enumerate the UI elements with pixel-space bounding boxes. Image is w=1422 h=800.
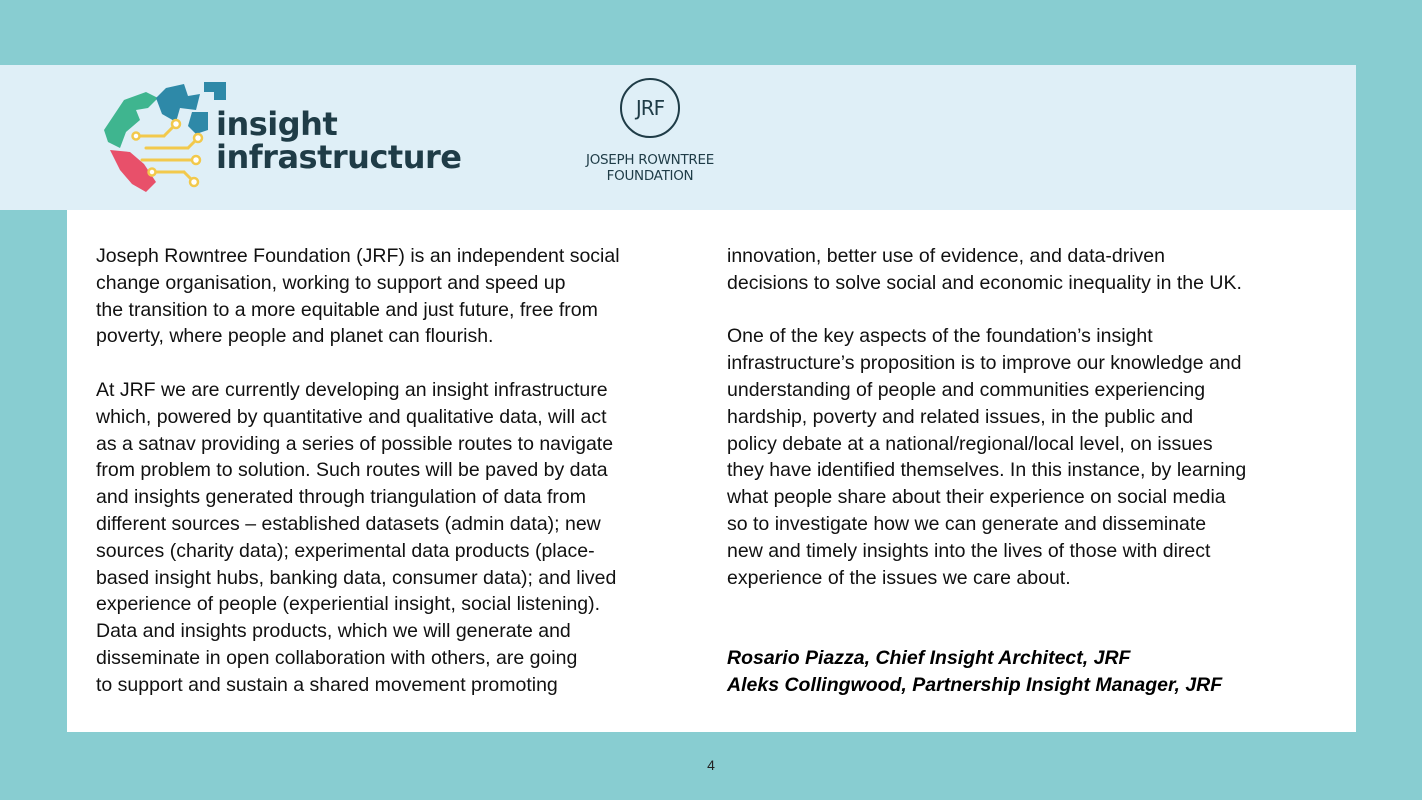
text-line: different sources – established datasets (admin data); new: [96, 512, 601, 535]
text-line: understanding of people and communities experiencing: [727, 378, 1206, 401]
left-paragraph-1: [96, 243, 701, 350]
text-line: and insights generated through triangulation of data from: [96, 486, 586, 509]
left-text-column: [96, 243, 701, 699]
text-line: experience of the issues we care about.: [727, 566, 1071, 589]
text-line: as a satnav providing a series of possible routes to navigate: [96, 432, 614, 455]
text-line: poverty, where people and planet can flourish.: [96, 325, 494, 348]
insight-infrastructure-wordmark: [216, 105, 462, 176]
text-line: so to investigate how we can generate and disseminate: [727, 512, 1207, 535]
text-line: what people share about their experience on social media: [727, 486, 1226, 509]
text-line: policy debate at a national/regional/local level, on issues: [727, 432, 1213, 455]
text-line: based insight hubs, banking data, consumer data); and lived: [96, 566, 617, 589]
right-text-column: [727, 243, 1332, 699]
jrf-name-line1: JOSEPH ROWNTREE: [586, 152, 714, 168]
text-line: change organisation, working to support and speed up: [96, 271, 566, 294]
text-line: they have identified themselves. In this instance, by learning: [727, 459, 1247, 482]
text-line: innovation, better use of evidence, and data-driven: [727, 245, 1165, 267]
text-line: decisions to solve social and economic inequality in the UK.: [727, 271, 1242, 294]
text-line: from problem to solution. Such routes will be paved by data: [96, 459, 608, 482]
text-line: hardship, poverty and related issues, in the public and: [727, 405, 1194, 428]
author-credits: [727, 645, 1332, 699]
text-line: experience of people (experiential insight, social listening).: [96, 593, 601, 616]
text-line: sources (charity data); experimental data products (place-: [96, 539, 595, 562]
text-line: infrastructure’s proposition is to improve our knowledge and: [727, 352, 1242, 375]
right-paragraph-1: [727, 243, 1332, 297]
right-paragraph-2: [727, 323, 1332, 591]
page-number: 4: [707, 757, 715, 773]
jrf-name-line2: FOUNDATION: [606, 168, 694, 184]
jrf-circle-mark: JRF: [620, 78, 680, 138]
text-line: the transition to a more equitable and just future, free from: [96, 298, 598, 321]
jrf-foundation-name: [555, 152, 745, 184]
logo-text-infrastructure: infrastructure: [216, 138, 462, 176]
author-aleks-collingwood: Aleks Collingwood, Partnership Insight Manager, JRF: [727, 673, 1223, 696]
left-paragraph-2: [96, 377, 701, 699]
text-line: At JRF we are currently developing an insight infrastructure: [96, 378, 608, 401]
logo-text-insight: insight: [216, 105, 338, 143]
text-line: One of the key aspects of the foundation’s insight: [727, 325, 1153, 348]
jrf-logo: [555, 78, 745, 198]
text-line: disseminate in open collaboration with others, are going: [96, 646, 578, 669]
text-line: which, powered by quantitative and qualitative data, will act: [96, 405, 607, 428]
text-line: to support and sustain a shared movement promoting: [96, 673, 558, 696]
hands-circuit-icon: [96, 78, 226, 194]
text-line: Joseph Rowntree Foundation (JRF) is an independent social: [96, 245, 620, 267]
insight-infrastructure-logo: [96, 78, 476, 194]
author-rosario-piazza: Rosario Piazza, Chief Insight Architect, JRF: [727, 646, 1131, 669]
text-line: new and timely insights into the lives of those with direct: [727, 539, 1211, 562]
text-line: Data and insights products, which we will generate and: [96, 620, 571, 643]
